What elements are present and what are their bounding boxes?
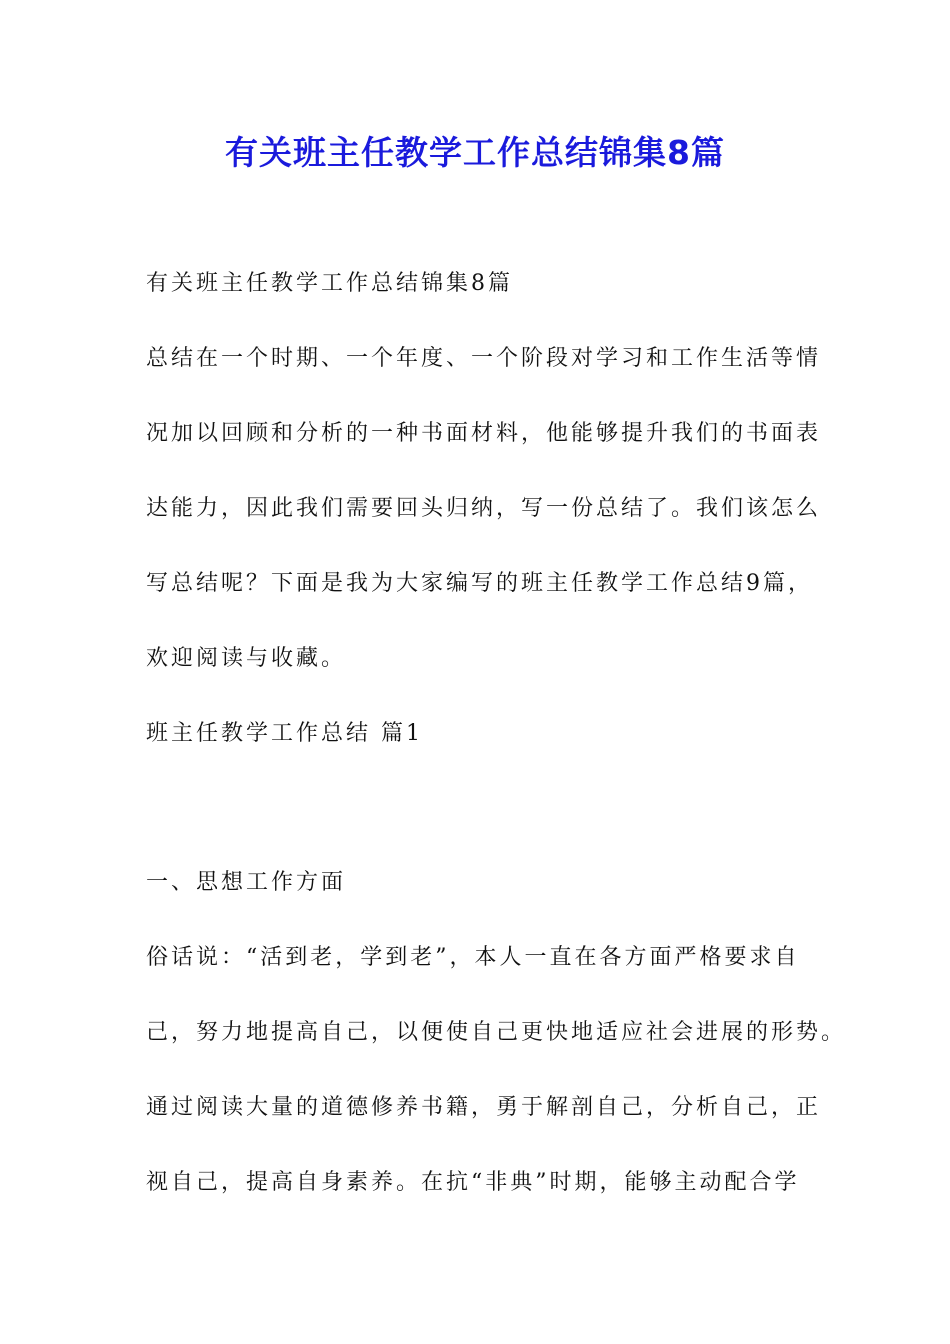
body-line: 总结在一个时期、一个年度、一个阶段对学习和工作生活等情 <box>146 346 822 371</box>
body-line: 视自己，提高自身素养。在抗“非典”时期，能够主动配合学 <box>146 1170 800 1195</box>
section-heading: 班主任教学工作总结 篇1 <box>146 721 423 746</box>
body-line: 通过阅读大量的道德修养书籍，勇于解剖自己，分析自己，正 <box>146 1095 822 1120</box>
body-line: 己，努力地提高自己，以便使自己更快地适应社会进展的形势。 <box>146 1020 847 1045</box>
subsection-heading: 一、思想工作方面 <box>146 870 347 895</box>
body-line: 况加以回顾和分析的一种书面材料，他能够提升我们的书面表 <box>146 421 822 446</box>
body-line: 写总结呢？下面是我为大家编写的班主任教学工作总结9篇， <box>146 571 813 596</box>
body-line: 达能力，因此我们需要回头归纳，写一份总结了。我们该怎么 <box>146 496 822 521</box>
subtitle-line: 有关班主任教学工作总结锦集8篇 <box>146 271 513 296</box>
body-line: 俗话说：“活到老，学到老”，本人一直在各方面严格要求自 <box>146 945 800 970</box>
document-title: 有关班主任教学工作总结锦集8篇 <box>225 133 725 172</box>
body-line: 欢迎阅读与收藏。 <box>146 646 347 671</box>
